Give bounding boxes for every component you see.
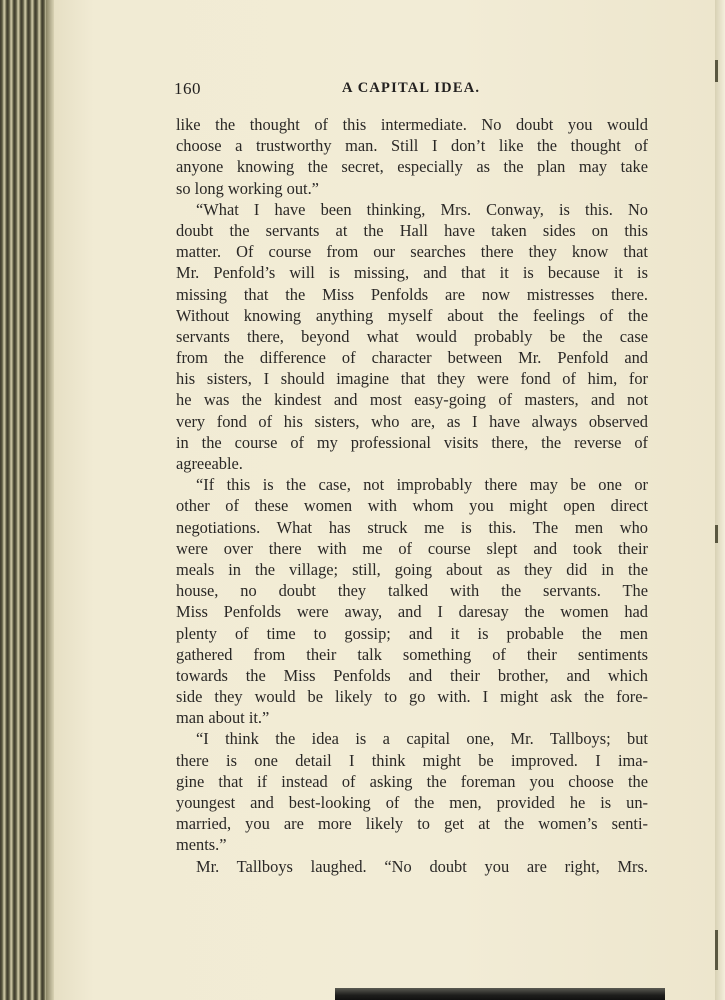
text-line: married, you are more likely to get at the women’s senti- <box>176 814 648 834</box>
text-line: missing that the Miss Penfolds are now mistresses there. <box>176 284 648 304</box>
text-line: side they would be likely to go with. I might ask the fore- <box>176 687 648 707</box>
text-line: “What I have been thinking, Mrs. Conway, is this. No <box>196 199 648 219</box>
text-line: anyone knowing the secret, especially as the plan may take <box>176 157 648 177</box>
text-line: negotiations. What has struck me is this. The men who <box>176 517 648 537</box>
text-line: “If this is the case, not improbably there may be one or <box>196 475 648 495</box>
text-line: matter. Of course from our searches there they know that <box>176 242 648 262</box>
page-right-edge <box>715 0 725 1000</box>
text-line: plenty of time to gossip; and it is probable the men <box>176 623 648 643</box>
text-line: other of these women with whom you might open direct <box>176 496 648 516</box>
text-line: agreeable. <box>176 454 243 473</box>
text-line: Mr. Tallboys laughed. “No doubt you are right, Mrs. <box>196 856 648 876</box>
text-line: gine that if instead of asking the foreman you choose the <box>176 771 648 791</box>
text-line: youngest and best-looking of the men, provided he is un- <box>176 793 648 812</box>
book-binding-edge <box>0 0 54 1000</box>
page-number: 160 <box>174 79 201 98</box>
text-line: choose a trustworthy man. Still I don’t like the thought of <box>176 136 648 156</box>
text-line: “I think the idea is a capital one, Mr. Tallboys; but <box>196 729 648 749</box>
text-line: meals in the village; still, going about as they did in the <box>176 559 648 579</box>
text-line: Mr. Penfold’s will is missing, and that it is because it is <box>176 263 648 283</box>
text-line: house, no doubt they talked with the servants. The <box>176 581 648 601</box>
text-line: towards the Miss Penfolds and their brother, and which <box>176 665 648 685</box>
text-line: from the difference of character between Mr. Penfold and <box>176 348 648 368</box>
text-line: very fond of his sisters, who are, as I have always observed <box>176 411 648 431</box>
text-line: there is one detail I think might be improved. I ima- <box>176 750 648 770</box>
text-line: man about it.” <box>176 708 270 728</box>
body-text <box>176 114 648 877</box>
text-line: servants there, beyond what would probably be the case <box>176 326 648 346</box>
text-line: gathered from their talk something of their sentiments <box>176 644 648 664</box>
text-line: so long working out.” <box>176 178 319 198</box>
text-line: in the course of my professional visits there, the reverse of <box>176 432 648 452</box>
text-line: he was the kindest and most easy-going of masters, and not <box>176 390 648 410</box>
running-head <box>174 79 652 101</box>
running-head-title: A CAPITAL IDEA. <box>342 80 481 96</box>
text-line: doubt the servants at the Hall have taken sides on this <box>176 220 648 240</box>
text-line: Miss Penfolds were away, and I daresay the women had <box>176 602 648 622</box>
scan-bottom-bar <box>335 988 665 1000</box>
text-line: ments.” <box>176 835 227 855</box>
text-line: like the thought of this intermediate. No doubt you would <box>176 115 648 134</box>
text-line: were over there with me of course slept and took their <box>176 538 648 558</box>
text-line: Without knowing anything myself about the feelings of the <box>176 305 648 325</box>
text-line: his sisters, I should imagine that they were fond of him, for <box>176 369 648 389</box>
